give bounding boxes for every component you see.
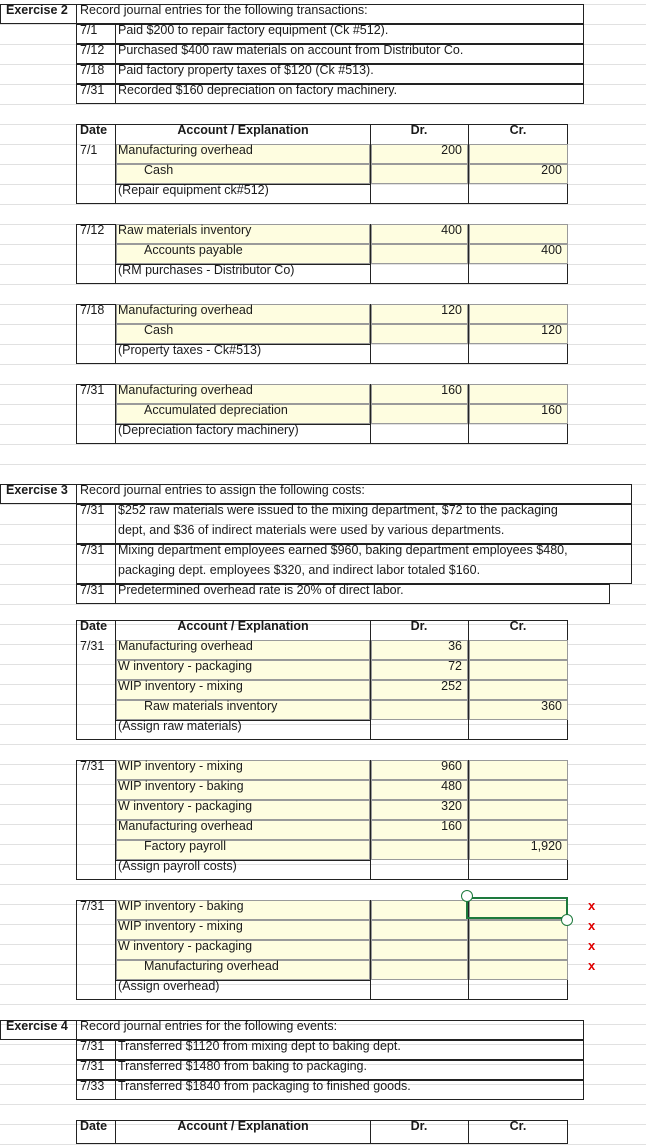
entry-explanation: (RM purchases - Distributor Co) <box>118 263 295 277</box>
transaction-date: 7/33 <box>80 1079 105 1093</box>
entry-date: 7/1 <box>80 143 98 157</box>
credit-cell[interactable] <box>469 660 568 680</box>
cell-selection[interactable] <box>466 897 568 919</box>
account-name: WIP inventory - baking <box>118 899 244 913</box>
divider <box>115 1060 116 1080</box>
header-dr: Dr. <box>410 123 428 137</box>
entry-date: 7/31 <box>80 899 105 913</box>
account-name: Cash <box>144 323 174 337</box>
transaction-text: packaging dept. employees $320, and indirect labor totaled $160. <box>118 563 481 577</box>
account-name: Manufacturing overhead <box>118 303 253 317</box>
entry-explanation: (Repair equipment ck#512) <box>118 183 269 197</box>
header-account: Account / Explanation <box>177 1119 309 1133</box>
header-cr: Cr. <box>509 123 527 137</box>
account-name: Manufacturing overhead <box>118 143 253 157</box>
divider <box>115 44 116 64</box>
credit-amount[interactable]: 1,920 <box>530 839 562 853</box>
transaction-date: 7/18 <box>80 63 105 77</box>
exercise-label-cell <box>0 484 77 504</box>
transaction-text: Paid factory property taxes of $120 (Ck #513). <box>118 63 374 77</box>
account-name: Accumulated depreciation <box>144 403 288 417</box>
account-name: Manufacturing overhead <box>118 819 253 833</box>
transaction-date: 7/31 <box>80 503 105 517</box>
debit-amount[interactable]: 36 <box>448 639 462 653</box>
exercise-label: Exercise 2 <box>6 3 68 17</box>
account-name: Raw materials inventory <box>144 699 278 713</box>
transaction-text: Recorded $160 depreciation on factory machinery. <box>118 83 398 97</box>
divider <box>115 1080 116 1100</box>
transaction-date: 7/12 <box>80 43 105 57</box>
transaction-date: 7/31 <box>80 583 105 597</box>
gridline <box>0 204 646 205</box>
account-name: W inventory - packaging <box>118 799 253 813</box>
gridline <box>0 284 646 285</box>
header-dr: Dr. <box>410 619 428 633</box>
debit-amount[interactable]: 480 <box>441 779 462 793</box>
header-account: Account / Explanation <box>177 619 309 633</box>
error-mark: x <box>588 938 596 953</box>
divider <box>115 84 116 104</box>
transaction-text: Purchased $400 raw materials on account from Distributor Co. <box>118 43 464 57</box>
account-name: Manufacturing overhead <box>118 383 253 397</box>
entry-date: 7/31 <box>80 639 105 653</box>
debit-amount[interactable]: 120 <box>441 303 462 317</box>
debit-cell[interactable] <box>371 404 468 424</box>
entry-explanation: (Assign overhead) <box>118 979 220 993</box>
credit-amount[interactable]: 360 <box>541 699 562 713</box>
entry-date: 7/31 <box>80 383 105 397</box>
error-mark: x <box>588 898 596 913</box>
credit-cell[interactable] <box>469 800 568 820</box>
entry-explanation: (Assign raw materials) <box>118 719 242 733</box>
debit-amount[interactable]: 400 <box>441 223 462 237</box>
error-mark: x <box>588 958 596 973</box>
account-name: Raw materials inventory <box>118 223 252 237</box>
debit-cell[interactable] <box>371 960 468 980</box>
credit-cell[interactable] <box>469 920 568 940</box>
selection-handle[interactable] <box>561 914 573 926</box>
account-name: Manufacturing overhead <box>118 639 253 653</box>
account-name: WIP inventory - mixing <box>118 919 243 933</box>
divider <box>115 1120 116 1144</box>
debit-amount[interactable]: 252 <box>441 679 462 693</box>
account-name: WIP inventory - mixing <box>118 759 243 773</box>
gridline <box>0 884 646 885</box>
account-name: Factory payroll <box>144 839 226 853</box>
header-date: Date <box>80 619 108 633</box>
header-cr: Cr. <box>509 619 527 633</box>
debit-cell[interactable] <box>371 940 468 960</box>
gridline <box>0 1004 646 1005</box>
account-name: WIP inventory - mixing <box>118 679 243 693</box>
transaction-date: 7/31 <box>80 83 105 97</box>
debit-cell[interactable] <box>371 700 468 720</box>
exercise-prompt: Record journal entries to assign the following costs: <box>80 483 365 497</box>
debit-cell[interactable] <box>371 324 468 344</box>
divider <box>115 64 116 84</box>
gridline <box>0 1104 646 1105</box>
debit-cell[interactable] <box>371 900 468 920</box>
credit-amount[interactable]: 120 <box>541 323 562 337</box>
exercise-prompt: Record journal entries for the following transactions: <box>80 3 368 17</box>
transaction-text: Transferred $1480 from baking to packaging. <box>118 1059 367 1073</box>
exercise-label-cell <box>0 1020 77 1040</box>
gridline <box>0 744 646 745</box>
entry-date: 7/31 <box>80 759 105 773</box>
account-name: W inventory - packaging <box>118 659 253 673</box>
debit-cell[interactable] <box>371 920 468 940</box>
credit-cell[interactable] <box>469 640 568 660</box>
header-dr: Dr. <box>410 1119 428 1133</box>
credit-cell[interactable] <box>469 760 568 780</box>
debit-amount[interactable]: 960 <box>441 759 462 773</box>
account-name: W inventory - packaging <box>118 939 253 953</box>
divider <box>115 1040 116 1060</box>
debit-amount[interactable]: 320 <box>441 799 462 813</box>
selection-handle[interactable] <box>461 890 473 902</box>
transaction-text: Transferred $1120 from mixing dept to baking dept. <box>118 1039 401 1053</box>
debit-amount[interactable]: 72 <box>448 659 462 673</box>
exercise-label: Exercise 3 <box>6 483 68 497</box>
divider <box>115 544 116 584</box>
account-name: Cash <box>144 163 174 177</box>
transaction-text: $252 raw materials were issued to the mixing department, $72 to the packaging <box>118 503 558 517</box>
exercise-label-cell <box>0 4 77 24</box>
divider <box>115 24 116 44</box>
debit-cell[interactable] <box>371 840 468 860</box>
divider <box>115 584 116 604</box>
gridline <box>0 464 646 465</box>
transaction-text: Predetermined overhead rate is 20% of direct labor. <box>118 583 404 597</box>
transaction-text: Transferred $1840 from packaging to finished goods. <box>118 1079 411 1093</box>
header-account: Account / Explanation <box>177 123 309 137</box>
account-name: Accounts payable <box>144 243 243 257</box>
account-name: Manufacturing overhead <box>144 959 279 973</box>
gridline <box>0 604 646 605</box>
header-cr: Cr. <box>509 1119 527 1133</box>
credit-cell[interactable] <box>469 780 568 800</box>
credit-cell[interactable] <box>469 940 568 960</box>
transaction-date: 7/1 <box>80 23 98 37</box>
entry-date: 7/18 <box>80 303 105 317</box>
transaction-text: Mixing department employees earned $960, baking department employees $480, <box>118 543 568 557</box>
entry-explanation: (Property taxes - Ck#513) <box>118 343 262 357</box>
debit-amount[interactable]: 160 <box>441 819 462 833</box>
transaction-date: 7/31 <box>80 543 105 557</box>
debit-cell[interactable] <box>371 164 468 184</box>
exercise-prompt: Record journal entries for the following events: <box>80 1019 338 1033</box>
error-mark: x <box>588 918 596 933</box>
exercise-label: Exercise 4 <box>6 1019 68 1033</box>
debit-amount[interactable]: 160 <box>441 383 462 397</box>
credit-cell[interactable] <box>469 960 568 980</box>
transaction-text: Paid $200 to repair factory equipment (Ck #512). <box>118 23 389 37</box>
transaction-text: dept, and $36 of indirect materials were used by various departments. <box>118 523 505 537</box>
entry-date: 7/12 <box>80 223 105 237</box>
credit-amount[interactable]: 200 <box>541 163 562 177</box>
gridline <box>0 364 646 365</box>
transaction-date: 7/31 <box>80 1059 105 1073</box>
debit-amount[interactable]: 200 <box>441 143 462 157</box>
debit-cell[interactable] <box>371 244 468 264</box>
account-name: WIP inventory - baking <box>118 779 244 793</box>
header-date: Date <box>80 1119 108 1133</box>
credit-amount[interactable]: 400 <box>541 243 562 257</box>
entry-explanation: (Depreciation factory machinery) <box>118 423 299 437</box>
transaction-date: 7/31 <box>80 1039 105 1053</box>
gridline <box>0 444 646 445</box>
header-date: Date <box>80 123 108 137</box>
divider <box>115 504 116 544</box>
gridline <box>0 104 646 105</box>
credit-amount[interactable]: 160 <box>541 403 562 417</box>
entry-explanation: (Assign payroll costs) <box>118 859 237 873</box>
